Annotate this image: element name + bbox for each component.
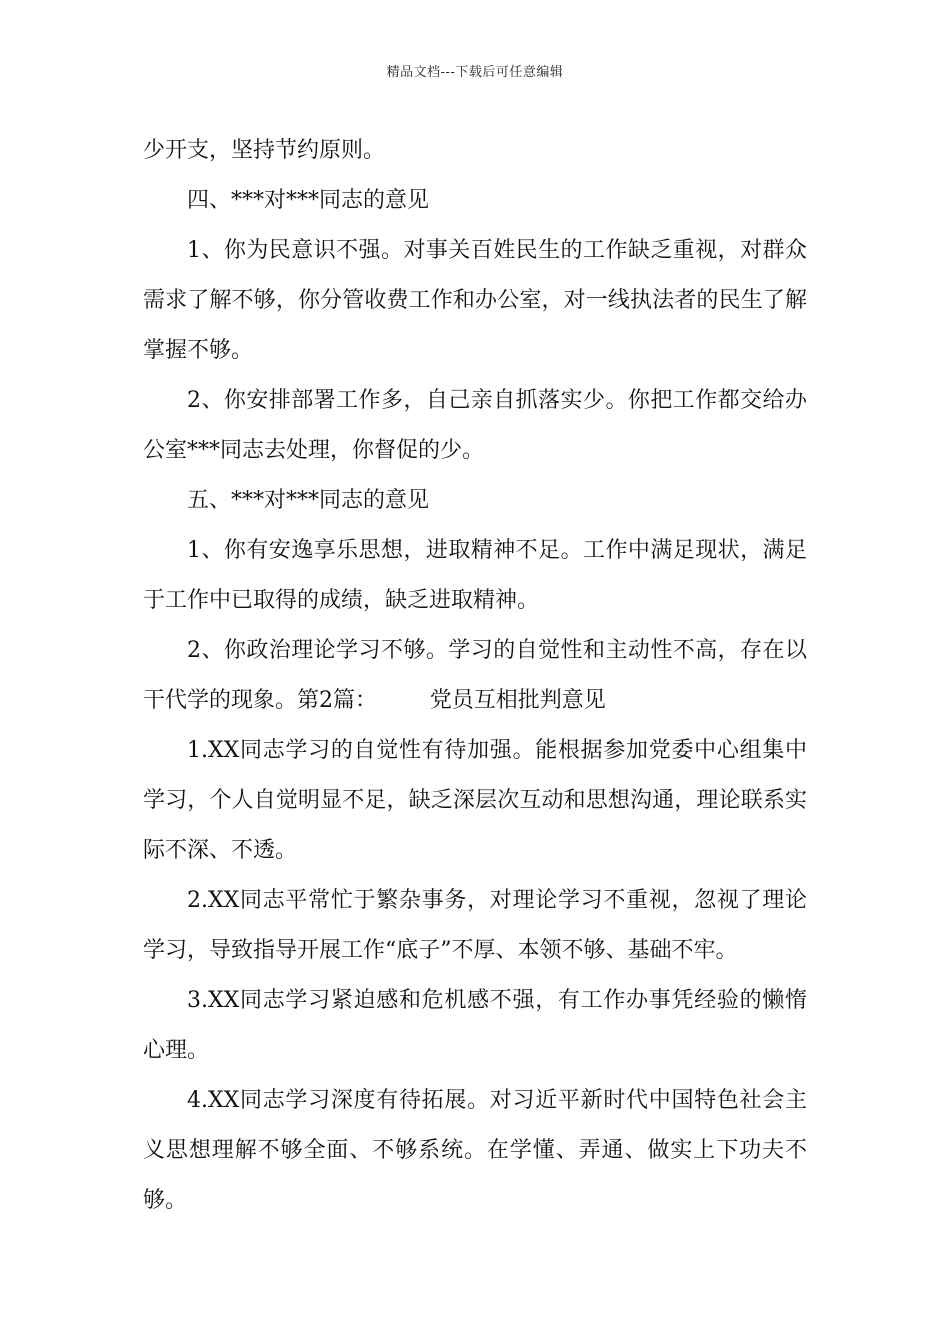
paragraph-with-article-title bbox=[143, 626, 807, 726]
article-title: 党员互相批判意见 bbox=[429, 688, 606, 713]
paragraph: 2、你安排部署工作多，自己亲自抓落实少。你把工作都交给办公室***同志去处理，你督促的少。 bbox=[143, 388, 807, 463]
paragraph: 1、你有安逸享乐思想，进取精神不足。工作中满足现状，满足于工作中已取得的成绩，缺乏进取精神。 bbox=[143, 538, 807, 613]
section-heading-five: 五、***对***同志的意见 bbox=[187, 488, 430, 513]
paragraph: 1.XX同志学习的自觉性有待加强。能根据参加党委中心组集中学习，个人自觉明显不足，缺乏深层次互动和思想沟通，理论联系实际不深、不透。 bbox=[143, 738, 807, 863]
paragraph-text: 2、你政治理论学习不够。学习的自觉性和主动性不高，存在以干代学的现象。第2篇： bbox=[143, 638, 807, 713]
paragraph-continuation: 少开支，坚持节约原则。 bbox=[143, 138, 386, 163]
paragraph: 3.XX同志学习紧迫感和危机感不强，有工作办事凭经验的懒惰心理。 bbox=[143, 988, 807, 1063]
document-body bbox=[143, 126, 807, 1226]
paragraph: 1、你为民意识不强。对事关百姓民生的工作缺乏重视，对群众需求了解不够，你分管收费工作和办公室，对一线执法者的民生了解掌握不够。 bbox=[143, 238, 807, 363]
paragraph: 4.XX同志学习深度有待拓展。对习近平新时代中国特色社会主义思想理解不够全面、不够系统。在学懂、弄通、做实上下功夫不够。 bbox=[143, 1088, 807, 1213]
paragraph: 2.XX同志平常忙于繁杂事务，对理论学习不重视，忽视了理论学习，导致指导开展工作“底子”不厚、本领不够、基础不牢。 bbox=[143, 888, 807, 963]
section-heading-four: 四、***对***同志的意见 bbox=[187, 188, 430, 213]
page-header: 精品文档---下载后可任意编辑 bbox=[386, 65, 564, 80]
